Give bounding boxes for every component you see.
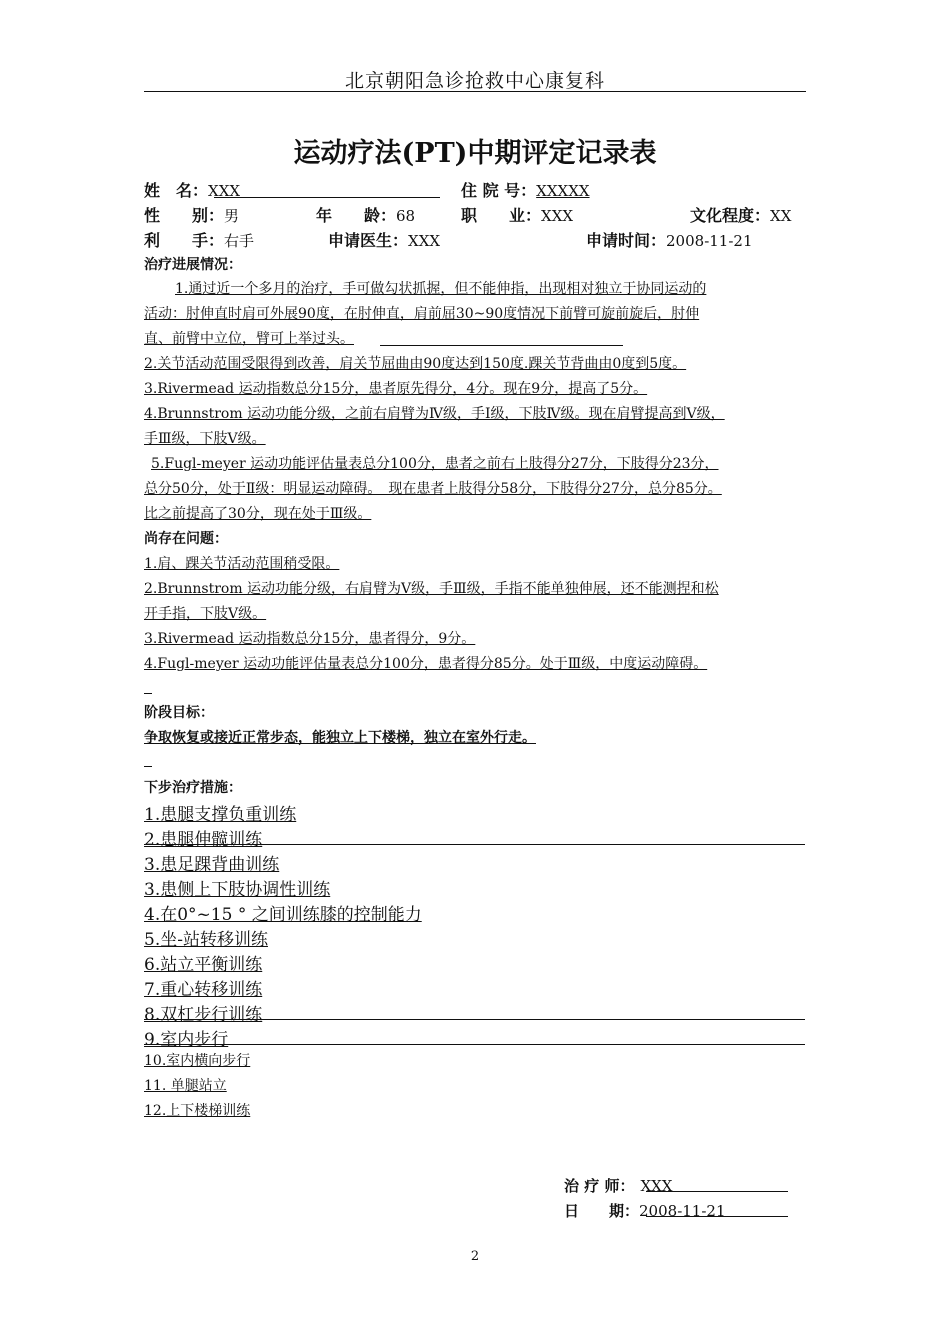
progress-line: 4.Brunnstrom 运动功能分级，之前右肩臂为Ⅳ级，手Ⅰ级，下肢Ⅳ级。现在肩臂提高到Ⅴ级， [144, 406, 725, 422]
education-value: XX [770, 207, 792, 225]
doctor-value: XXX [408, 232, 441, 250]
problems-heading: 尚存在问题： [144, 531, 228, 547]
education-label: 文化程度： [690, 206, 771, 225]
admission-label: 住 院 号： [461, 181, 537, 200]
age-label: 年 龄： [316, 206, 397, 225]
sex-label: 性 别： [144, 206, 225, 225]
plan-item: 1.患腿支撑负重训练 [144, 805, 297, 825]
age-value: 68 [396, 207, 416, 225]
therapist-field [564, 1175, 673, 1196]
name-value: XXX [208, 182, 241, 200]
plan-item: 9.室内步行 [144, 1030, 229, 1050]
request-date-label: 申请时间： [586, 231, 667, 250]
plan-item: 7.重心转移训练 [144, 980, 263, 1000]
hand-field [144, 228, 254, 251]
progress-line: 2.关节活动范围受限得到改善，肩关节屈曲由90度达到150度.踝关节背曲由0度到5度。 [144, 356, 687, 372]
problem-line: 1.肩、踝关节活动范围稍受限。 [144, 556, 340, 572]
doctor-field [328, 228, 440, 251]
therapist-label: 治 疗 师： [564, 1177, 635, 1195]
blank-underline [144, 766, 152, 767]
progress-line: 活动：肘伸直时肩可外展90度，在肘伸直，肩前屈30~90度情况下前臂可旋前旋后，肘伸 [144, 306, 700, 322]
problem-line: 2.Brunnstrom 运动功能分级，右肩臂为Ⅴ级，手Ⅲ级，手指不能单独伸展，还不能测捏和松 [144, 581, 719, 597]
plan-item-rule [144, 1044, 805, 1045]
signature-date-underline [646, 1216, 788, 1217]
name-label: 姓 名： [144, 181, 209, 200]
plan-item-rule [144, 844, 805, 845]
plan-item: 12.上下楼梯训练 [144, 1103, 251, 1119]
progress-line: 5.Fugl-meyer 运动功能评估量表总分100分，患者之前右上肢得分27分，下肢得分23分， [151, 456, 719, 472]
plan-item-rule [144, 1019, 805, 1020]
goal-heading: 阶段目标： [144, 705, 214, 721]
hand-value: 右手 [224, 232, 255, 250]
progress-heading: 治疗进展情况： [144, 257, 242, 273]
goal-text: 争取恢复或接近正常步态，能独立上下楼梯，独立在室外行走。 [144, 730, 536, 746]
document-title: 运动疗法(PT)中期评定记录表 [293, 138, 657, 169]
progress-line: 比之前提高了30分，现在处于Ⅲ级。 [144, 506, 372, 522]
header-rule [144, 91, 806, 92]
problem-line: 3.Rivermead 运动指数总分15分，患者得分，9分。 [144, 631, 476, 647]
progress-line: 总分50分，处于Ⅱ级：明显运动障碍。 现在患者上肢得分58分，下肢得分27分，总分85分。 [144, 481, 722, 497]
signature-date-value: 2008-11-21 [639, 1202, 726, 1220]
page-number: 2 [470, 1249, 480, 1264]
plan-item: 11. 单腿站立 [144, 1078, 227, 1094]
doctor-label: 申请医生： [328, 231, 409, 250]
age-field [316, 203, 415, 226]
hand-label: 利 手： [144, 231, 225, 250]
education-field [690, 203, 791, 226]
plan-heading: 下步治疗措施： [144, 780, 242, 796]
progress-line: 3.Rivermead 运动指数总分15分，患者原先得分，4分。现在9分，提高了5分。 [144, 381, 648, 397]
problem-line: 4.Fugl-meyer 运动功能评估量表总分100分，患者得分85分。处于Ⅲ级，中度运动障碍。 [144, 656, 708, 672]
signature-date-field [564, 1200, 726, 1221]
therapist-value: XXX [640, 1177, 673, 1195]
blank-underline [144, 693, 152, 694]
department-header: 北京朝阳急诊抢救中心康复科 [344, 70, 605, 92]
progress-line: 直、前臂中立位，臂可上举过头。 [144, 331, 354, 347]
job-field [461, 203, 573, 226]
plan-item: 8.双杠步行训练 [144, 1005, 263, 1025]
plan-item: 6.站立平衡训练 [144, 955, 263, 975]
problem-line: 开手指，下肢Ⅴ级。 [144, 606, 267, 622]
sex-field [144, 203, 239, 226]
plan-item: 3.患足踝背曲训练 [144, 855, 280, 875]
admission-field [461, 178, 590, 201]
plan-item: 10.室内横向步行 [144, 1053, 251, 1069]
job-value: XXX [541, 207, 574, 225]
plan-item: 4.在0°~15 ° 之间训练膝的控制能力 [144, 905, 422, 925]
plan-item: 3.患侧上下肢协调性训练 [144, 880, 331, 900]
job-label: 职 业： [461, 206, 542, 225]
therapist-underline [646, 1191, 788, 1192]
plan-item: 2.患腿伸髋训练 [144, 830, 263, 850]
admission-value: XXXXX [536, 182, 590, 200]
progress-line: 手Ⅲ级，下肢Ⅴ级。 [144, 431, 266, 447]
progress-line: 1.通过近一个多月的治疗，手可做勾状抓握，但不能伸指，出现相对独立于协同运动的 [175, 281, 707, 297]
request-date-field [586, 228, 753, 251]
sex-value: 男 [224, 207, 240, 225]
signature-date-label: 日 期： [564, 1202, 640, 1220]
name-underline [214, 197, 440, 198]
progress-fill-underline [380, 345, 623, 346]
plan-item: 5.坐-站转移训练 [144, 930, 268, 950]
request-date-value: 2008-11-21 [666, 232, 753, 250]
